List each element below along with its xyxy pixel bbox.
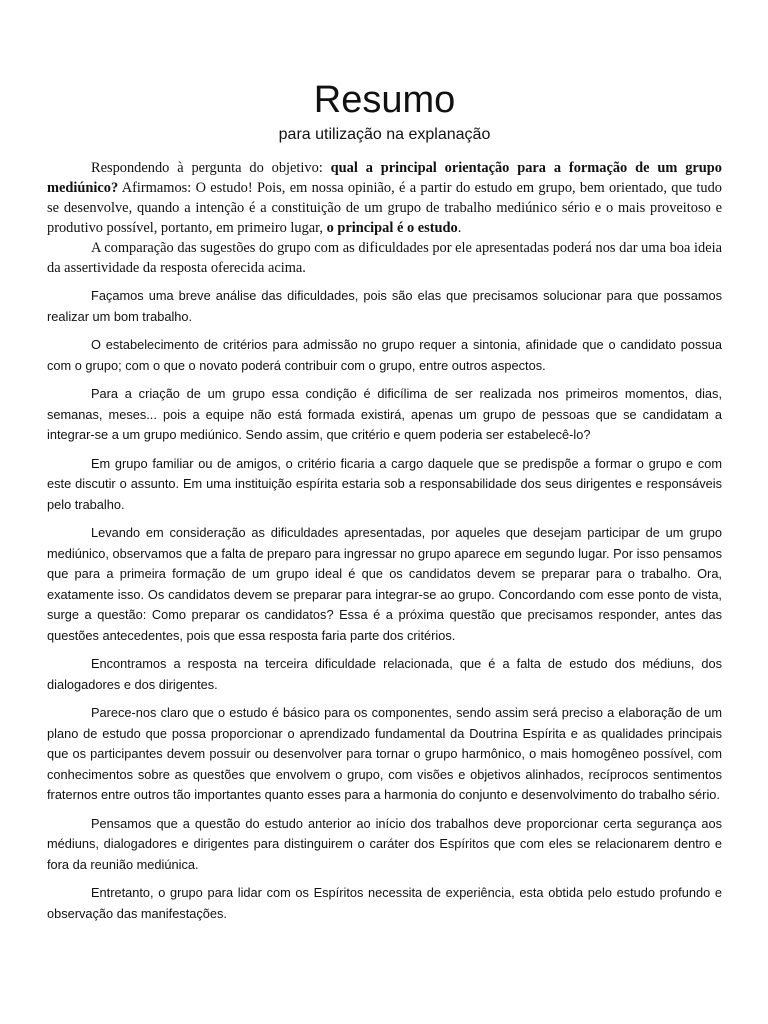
intro-paragraph-1 <box>47 158 722 238</box>
body-paragraph: Levando em consideração as dificuldades apresentadas, por aqueles que desejam participar de um grupo mediúnico, observamos que a falta de preparo para ingressar no grupo aparece em segundo lugar. Por isso pensamos que para a primeira formação de um grupo ideal é que os candidatos devem se preparar para o trabalho. Ora, exatamente isso. Os candidatos devem se preparar para integrar-se ao grupo. Concordando com esse ponto de vista, surge a questão: Como preparar os candidatos? Essa é a próxima questão que precisamos responder, antes das questões antecedentes, pois que essa resposta faria parte dos critérios. <box>47 525 722 643</box>
body-paragraph: Façamos uma breve análise das dificuldades, pois são elas que precisamos solucionar para que possamos realizar um bom trabalho. <box>47 288 722 324</box>
body-paragraph: Encontramos a resposta na terceira dificuldade relacionada, que é a falta de estudo dos médiuns, dos dialogadores e dos dirigentes. <box>47 656 722 692</box>
document-page <box>47 78 722 924</box>
intro-text-c: . <box>457 220 462 236</box>
intro-text-a: Respondendo à pergunta do objetivo: <box>91 160 331 176</box>
body-paragraph: Parece-nos claro que o estudo é básico para os componentes, sendo assim será preciso a elaboração de um plano de estudo que possa proporcionar o aprendizado fundamental da Doutrina Espírita e as qualidades principais que os participantes devem possuir ou desenvolver para tornar o grupo harmônico, o mais homogêneo possível, com conhecimentos sobre as questões que envolvem o grupo, com visões e objetivos alinhados, recíprocos sentimentos fraternos entre outros tão importantes quanto esses para a harmonia do conjunto e desenvolvimento do trabalho sério. <box>47 705 722 802</box>
intro-answer-bold: o principal é o estudo <box>326 220 458 236</box>
body-paragraph: Para a criação de um grupo essa condição é dificílima de ser realizada nos primeiros momentos, dias, semanas, meses... pois a equipe não está formada existirá, apenas um grupo de pessoas que se candidatam a integrar-se a um grupo mediúnico. Sendo assim, que critério e quem poderia ser estabelecê-lo? <box>47 386 722 442</box>
body-paragraph: Pensamos que a questão do estudo anterior ao início dos trabalhos deve proporcionar certa segurança aos médiuns, dialogadores e dirigentes para distinguirem o caráter dos Espíritos que com eles se relacionarem dentro e fora da reunião mediúnica. <box>47 815 722 872</box>
intro-text-b: Afirmamos: O estudo! Pois, em nossa opinião, é a partir do estudo em grupo, bem orientado, que tudo se desenvolve, quando a intenção é a constituição de um grupo de trabalho mediúnico sério e o mais proveitoso e produtivo possível, portanto, em primeiro lugar, <box>47 180 722 236</box>
body-paragraph: O estabelecimento de critérios para admissão no grupo requer a sintonia, afinidade que o candidato possua com o grupo; com o que o novato poderá contribuir com o grupo, entre outros aspectos. <box>47 337 722 373</box>
intro-question-bold: qual a principal orientação para a formação de um grupo mediúnico? <box>47 160 722 196</box>
body-paragraph: Entretanto, o grupo para lidar com os Espíritos necessita de experiência, esta obtida pelo estudo profundo e observação das manifestações. <box>47 885 722 921</box>
body-paragraph: Em grupo familiar ou de amigos, o critério ficaria a cargo daquele que se predispõe a formar o grupo e com este discutir o assunto. Em uma instituição espírita estaria sob a responsabilidade dos seus dirigentes e responsáveis pelo trabalho. <box>47 455 722 512</box>
intro-paragraph-2: A comparação das sugestões do grupo com as dificuldades por ele apresentadas poderá nos dar uma boa ideia da assertividade da resposta oferecida acima. <box>47 240 722 276</box>
page-subtitle: para utilização na explanação <box>278 126 491 143</box>
page-title: Resumo <box>313 79 456 121</box>
